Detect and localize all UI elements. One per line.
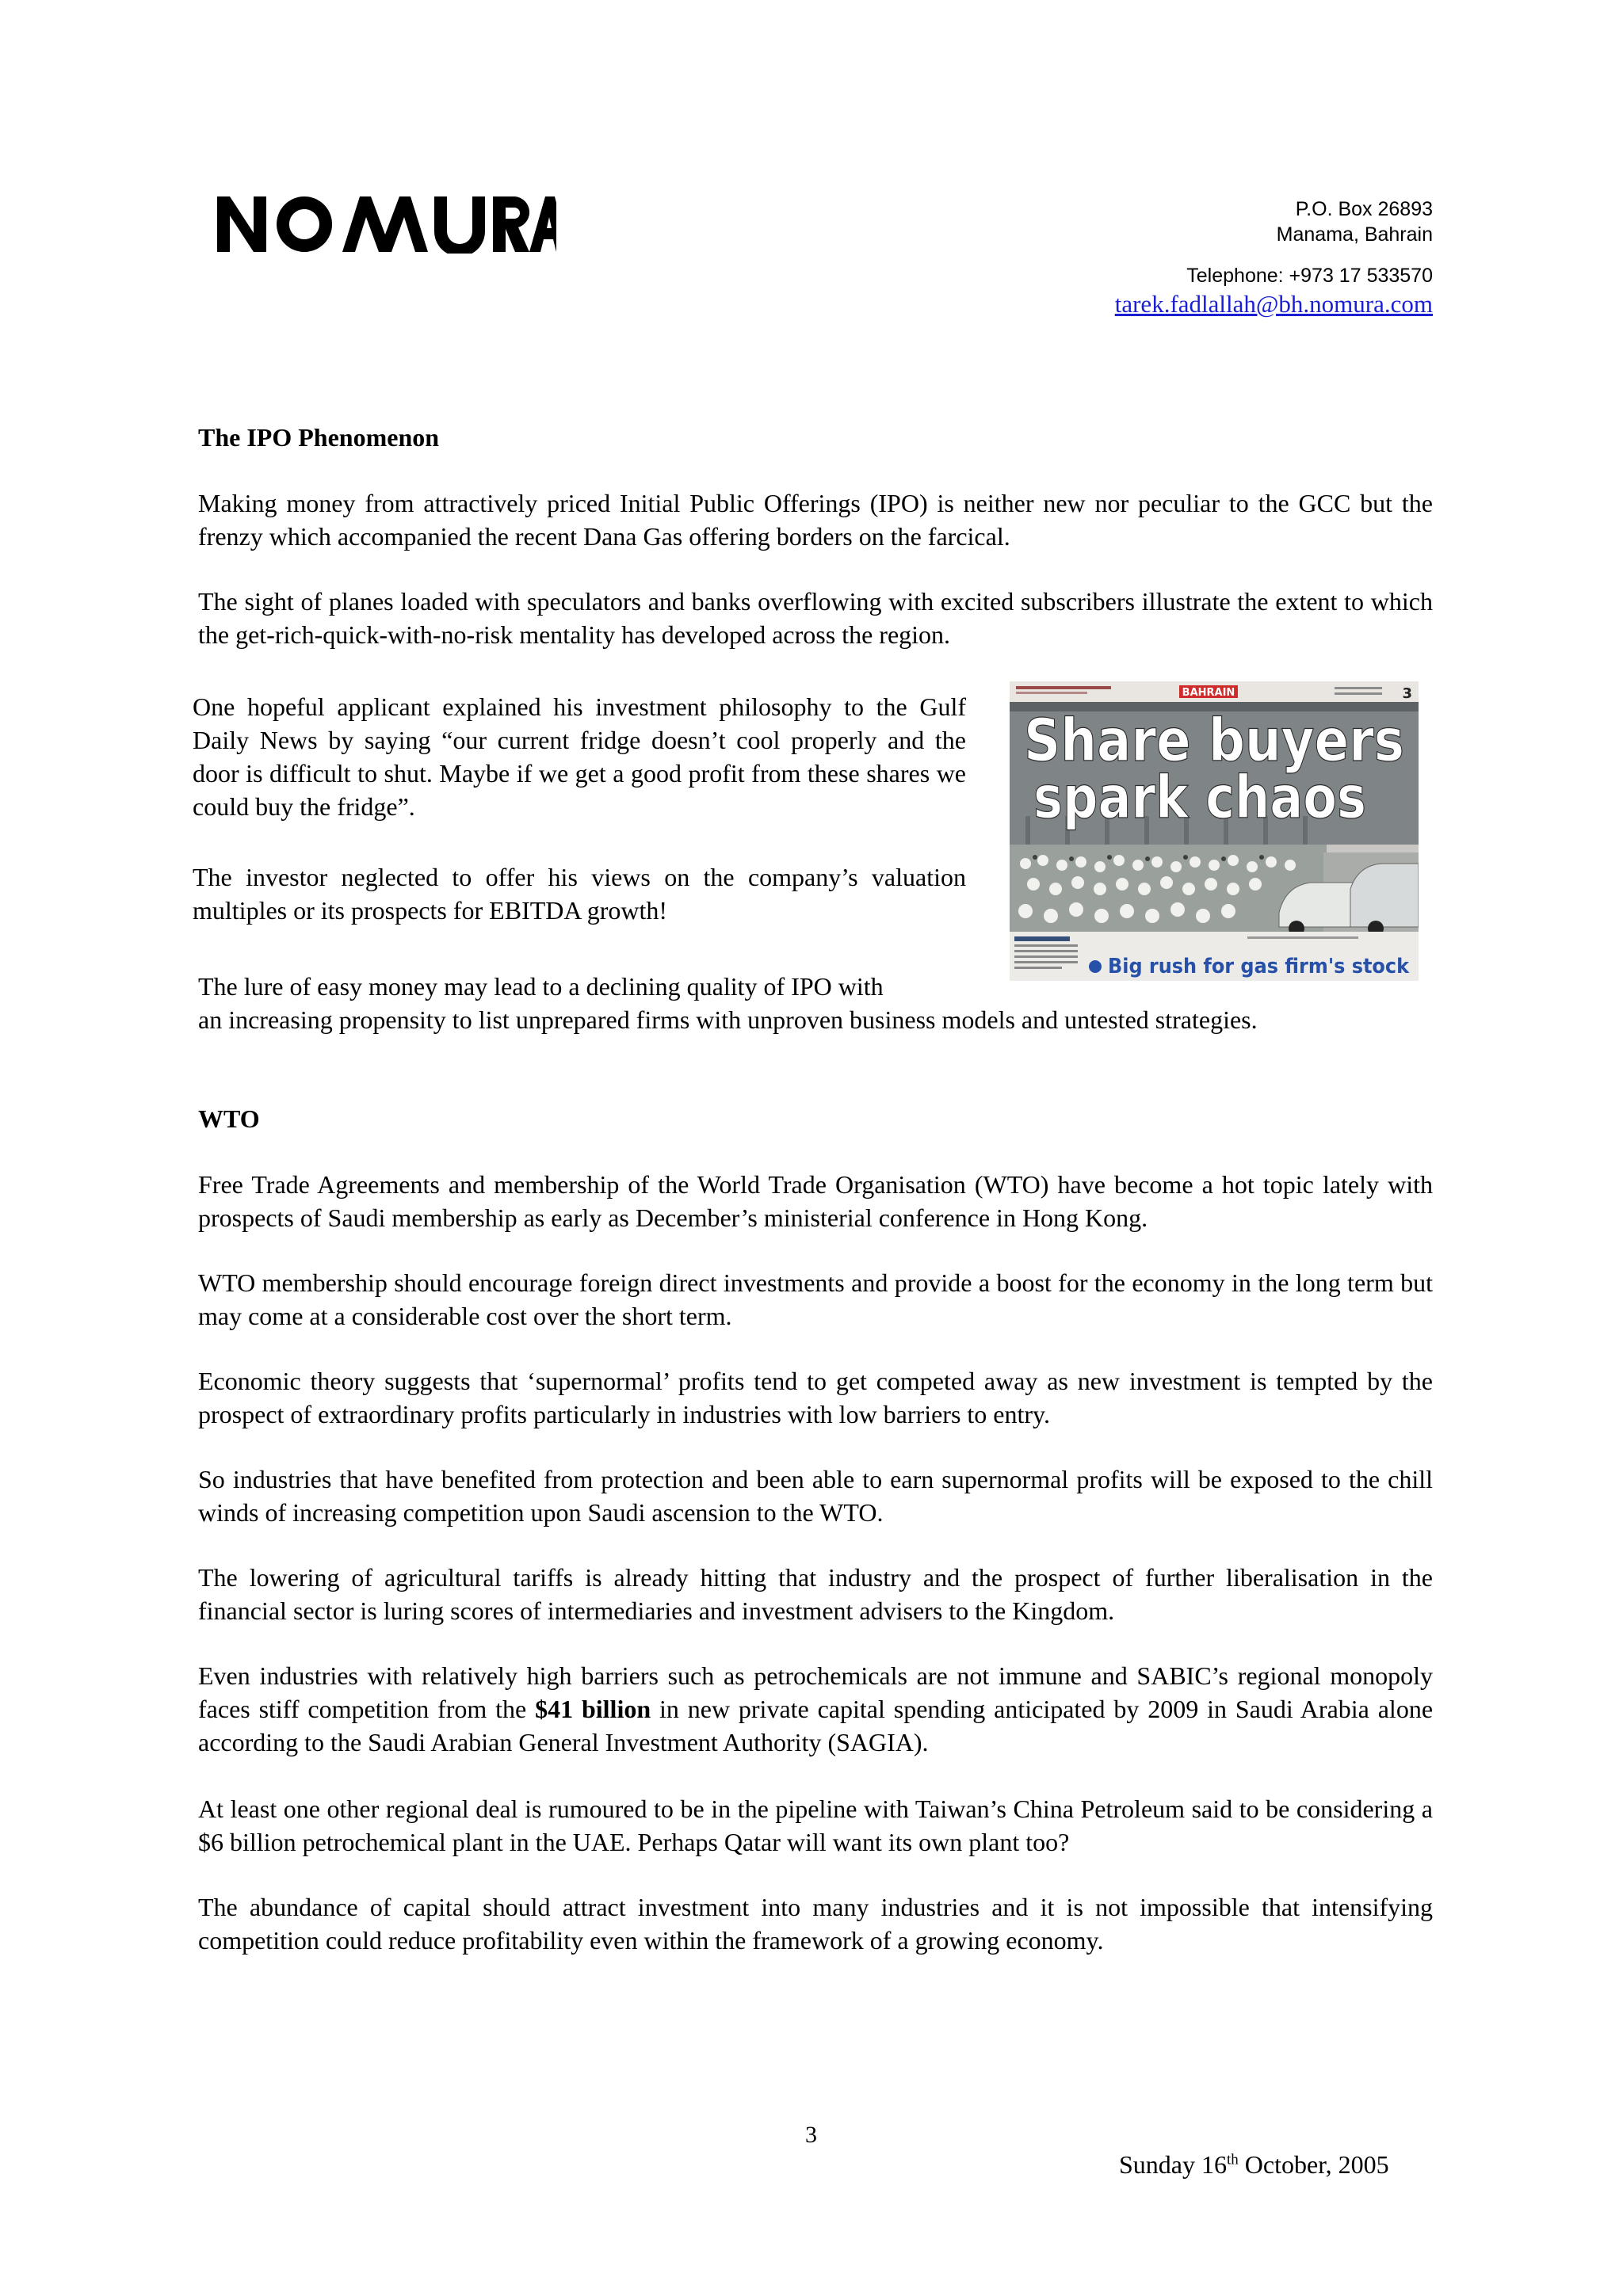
date-ordinal-suffix: th [1227, 2151, 1239, 2168]
clipping-section-label: BAHRAIN [1182, 687, 1235, 699]
nomura-logo [216, 195, 556, 254]
capital-spending-figure: $41 billion [535, 1695, 651, 1723]
page-number: 3 [805, 2122, 817, 2148]
wto-paragraph-3: Economic theory suggests that ‘supernormal’ profits tend to get competed away as new investment is tempted by the prospect of extraordinary profits particularly in industries with low barriers to entry. [198, 1367, 1433, 1428]
date-day: Sunday 16 [1119, 2150, 1227, 2179]
wto-paragraph-6-end: in new private capital spending anticipated by 2009 in Saudi Arabia alone according to the Saudi Arabian General Investment Authority (SAGIA). [198, 1695, 1434, 1756]
wto-paragraph-6-start: Even industries with relatively high barriers such as petrochemicals are not immune and SABIC’s regional monopoly faces stiff competition from the [198, 1661, 1433, 1723]
email-link[interactable]: tarek.fadlallah@bh.nomura.com [1114, 290, 1433, 318]
newspaper-clipping-image [1010, 681, 1419, 981]
wto-paragraph-7: At least one other regional deal is rumoured to be in the pipeline with Taiwan’s China Petroleum said to be considering a $6 billion petrochemical plant in the UAE. Perhaps Qatar will want its own plant too? [198, 1794, 1433, 1856]
ipo-heading: The IPO Phenomenon [198, 423, 440, 452]
ipo-paragraph-1: Making money from attractively priced Initial Public Offerings (IPO) is neither new nor peculiar to the GCC but the frenzy which accompanied the recent Dana Gas offering borders on the farcical. [198, 489, 1433, 551]
wto-paragraph-1: Free Trade Agreements and membership of the World Trade Organisation (WTO) have become a hot topic lately with prospects of Saudi membership as early as December’s ministerial conference in Hong Kong. [198, 1170, 1433, 1232]
nomura-logo-mark [216, 195, 556, 254]
wto-heading: WTO [198, 1104, 260, 1133]
ipo-paragraph-4: The investor neglected to offer his views on the company’s valuation multiples or its prospects for EBITDA growth! [193, 863, 966, 925]
wto-paragraph-8: The abundance of capital should attract investment into many industries and it is not impossible that intensifying competition could reduce profitability even within the framework of a growing economy. [198, 1893, 1433, 1955]
wto-paragraph-4: So industries that have benefited from protection and been able to earn supernormal profits will be exposed to the chill winds of increasing competition upon Saudi ascension to the WTO. [198, 1465, 1433, 1527]
clipping-subheadline: Big rush for gas firm's stock [1108, 955, 1410, 978]
wto-paragraph-5: The lowering of agricultural tariffs is already hitting that industry and the prospect of further liberalisation in the financial sector is luring scores of intermediaries and investment advisers to the Kingdom. [198, 1563, 1433, 1625]
address-city: Manama, Bahrain [1276, 223, 1433, 246]
clipping-headline-line-2: spark chaos [1033, 764, 1366, 832]
wto-paragraph-2: WTO membership should encourage foreign direct investments and provide a boost for the economy in the long term but may come at a considerable cost over the short term. [198, 1268, 1433, 1330]
ipo-paragraph-3: One hopeful applicant explained his investment philosophy to the Gulf Daily News by saying “our current fridge doesn’t cool properly and the door is difficult to shut. Maybe if we get a good profit from these shares we could buy the fridge”. [193, 692, 966, 821]
ipo-paragraph-2: The sight of planes loaded with speculators and banks overflowing with excited subscribers illustrate the extent to which the get-rich-quick-with-no-risk mentality has developed across the region. [198, 587, 1433, 649]
address-pobox: P.O. Box 26893 [1295, 198, 1433, 220]
publication-date [1119, 2150, 1389, 2180]
ipo-paragraph-5-line-2: an increasing propensity to list unprepared firms with unproven business models and untested strategies. [198, 1005, 1258, 1034]
ipo-paragraph-5-line-1: The lure of easy money may lead to a declining quality of IPO with [198, 972, 884, 1001]
clipping-page-number: 3 [1402, 685, 1412, 702]
clipping-headline-line-1: Share buyers [1024, 707, 1404, 775]
wto-paragraph-6 [198, 1659, 1433, 1759]
date-month-year: October, 2005 [1238, 2150, 1389, 2179]
address-telephone: Telephone: +973 17 533570 [1186, 265, 1433, 287]
